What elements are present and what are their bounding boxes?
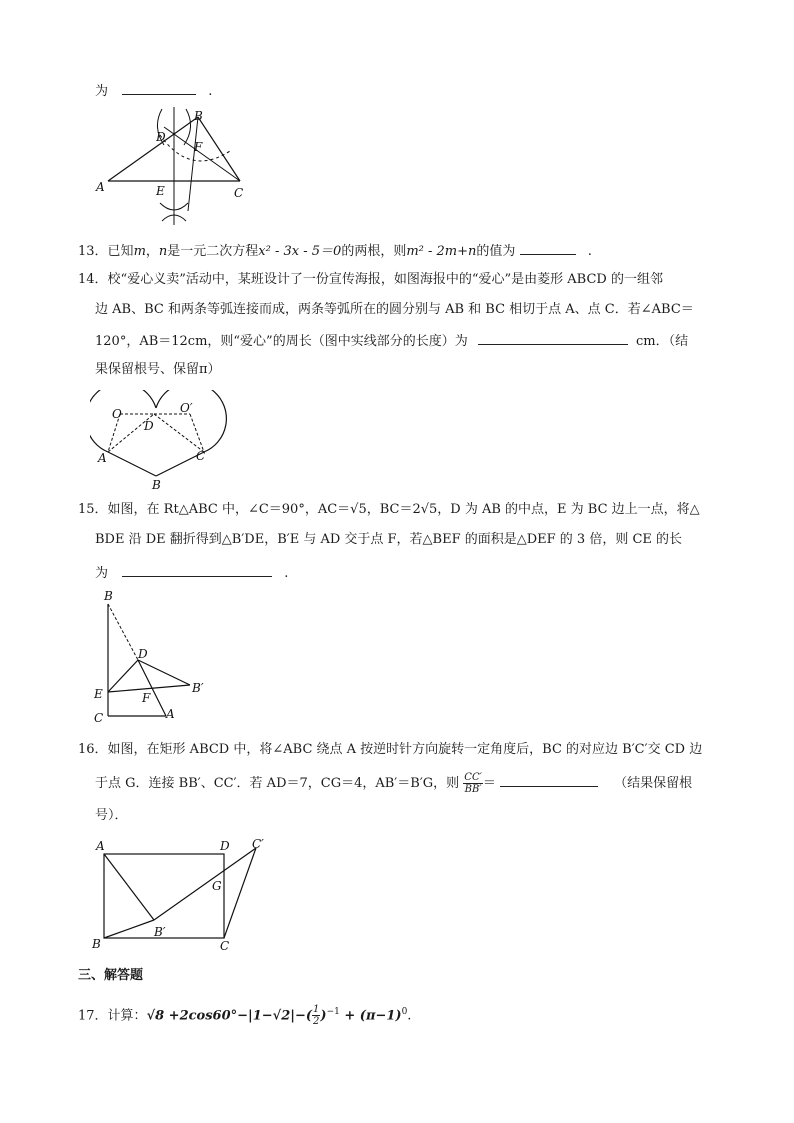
q12-answer-blank[interactable] [122,80,196,95]
fig12-label-a: A [96,180,105,194]
question-14-line-1: 14．校“爱心义卖”活动中，某班设计了一份宣传海报，如图海报中的“爱心”是由菱形 ABCD 的一组邻 [78,272,663,287]
fig14-label-a: A [98,451,107,465]
question-16-line-3: 号）． [95,808,128,823]
fig14-label-o: O [112,407,122,421]
figure-q15 [88,588,218,728]
fig14-label-o-prime: O′ [180,401,193,415]
question-16-line-2: 于点 G．连接 BB′、CC′．若 AD＝7，CG＝4，AB′＝B′G，则 $\frac{CC'}{BB'}$ ＝ （结果保留根 [95,772,693,795]
fig12-label-d: D [156,130,166,144]
fig15-label-f: F [142,691,151,705]
q16-fraction: $\frac{CC'}{BB'}$ [464,772,482,795]
q12-answer-line: 为 . [95,80,212,102]
question-16-line-1: 16．如图，在矩形 ABCD 中，将∠ABC 绕点 A 按逆时针方向旋转一定角度后，BC 的对应边 B′C′交 CD 边 [78,742,703,757]
question-13: 13．已知m，n是一元二次方程x² - 3x - 5＝0的两根，则m² - 2m+n的值为 . [78,240,592,262]
fig12-label-b: B [194,109,203,123]
question-15-line-3: 为 . [95,562,288,584]
figure-q16 [90,836,280,954]
figure-q14 [90,390,230,492]
q16-answer-blank[interactable] [500,772,598,787]
fig15-label-e: E [94,687,103,701]
fig15-label-b: B [104,589,113,603]
fig14-label-d: D [144,419,154,433]
fig14-label-c: C [196,449,206,463]
q13-answer-blank[interactable] [520,240,576,255]
fig15-label-d: D [138,647,148,661]
figure-q12 [90,105,250,230]
question-15-line-1: 15．如图，在 Rt△ABC 中，∠C＝90°，AC＝√5，BC＝2√5，D 为 AB 的中点，E 为 BC 边上一点，将△ [78,502,700,517]
question-14-line-3: 120°，AB＝12cm，则“爱心”的周长（图中实线部分的长度）为 cm．（结 [95,330,688,352]
fig15-label-c: C [94,711,104,725]
section-title: 三、解答题 [78,968,144,983]
fig16-label-b: B [92,937,101,951]
fig16-label-g: G [212,879,222,893]
question-14-line-4: 果保留根号、保留π） [95,362,221,377]
q17-half-fraction: $\frac{1}{2}$ [313,1004,320,1028]
question-17: 17．计算：√8 +2cos60°−|1−√2|−( $\frac{1}{2}$ )$^{-1} + (\pi-1)^0$. [78,1004,412,1028]
fig15-label-a: A [166,707,175,721]
question-14-line-2: 边 AB、BC 和两条等弧连接而成，两条等弧所在的圆分别与 AB 和 BC 相切于点 A、点 C．若∠ABC＝ [95,302,694,317]
fig16-label-c: C [220,939,230,953]
fig16-label-d: D [220,839,230,853]
q15-answer-blank[interactable] [122,562,272,577]
fig15-label-b-prime: B′ [192,681,204,695]
fig16-label-c-prime: C′ [252,837,264,851]
fig16-label-b-prime: B′ [154,925,166,939]
fig12-label-f: F [194,140,203,154]
fig14-label-b: B [152,478,161,492]
fig16-label-a: A [96,839,105,853]
q14-answer-blank[interactable] [478,330,628,345]
fig12-label-e: E [156,184,165,198]
fig12-label-c: C [234,186,244,200]
question-15-line-2: BDE 沿 DE 翻折得到△B′DE，B′E 与 AD 交于点 F，若△BEF 的面积是△DEF 的 3 倍，则 CE 的长 [95,532,683,547]
